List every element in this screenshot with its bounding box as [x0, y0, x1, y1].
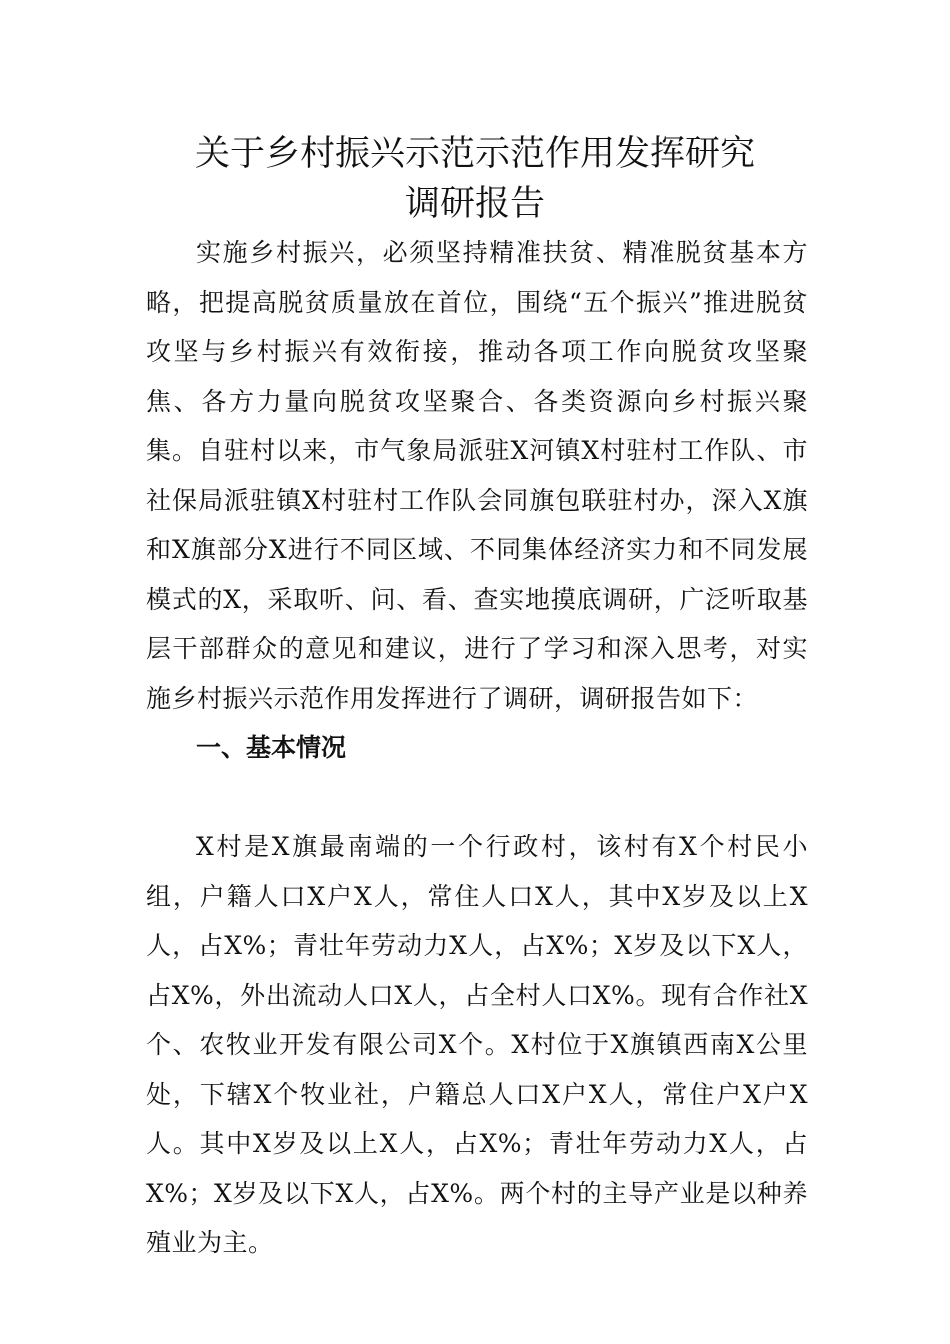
intro-paragraph: 实施乡村振兴，必须坚持精准扶贫、精准脱贫基本方略，把提高脱贫质量放在首位，围绕“五个振兴”推进脱贫攻坚与乡村振兴有效衔接，推动各项工作向脱贫攻坚聚焦、各方力量向脱贫攻坚聚合、各类资源向乡村振兴聚集。自驻村以来，市气象局派驻X河镇X村驻村工作队、市社保局派驻镇X村驻村工作队会同旗包联驻村办，深入X旗和X旗部分X进行不同区域、不同集体经济实力和不同发展模式的X，采取听、问、看、查实地摸底调研，广泛听取基层干部群众的意见和建议，进行了学习和深入思考，对实施乡村振兴示范作用发挥进行了调研，调研报告如下： — [146, 238, 808, 713]
section-heading-basic-situation: 一、基本情况 — [196, 733, 347, 762]
document-title-line1: 关于乡村振兴示范示范作用发挥研究 — [194, 134, 755, 174]
document-title-line2: 调研报告 — [404, 184, 545, 224]
section-paragraph-basic-situation: X村是X旗最南端的一个行政村，该村有X个村民小组，户籍人口X户X人，常住人口X人，其中X岁及以上X人，占X%；青壮年劳动力X人，占X%；X岁及以下X人，占X%，外出流动人口X人，占全村人口X%。现有合作社X个、农牧业开发有限公司X个。X村位于X旗镇西南X公里处，下辖X个牧业社，户籍总人口X户X人，常住户X户X人。其中X岁及以上X人，占X%；青壮年劳动力X人，占X%；X岁及以下X人，占X%。两个村的主导产业是以种养殖业为主。 — [146, 832, 808, 1257]
